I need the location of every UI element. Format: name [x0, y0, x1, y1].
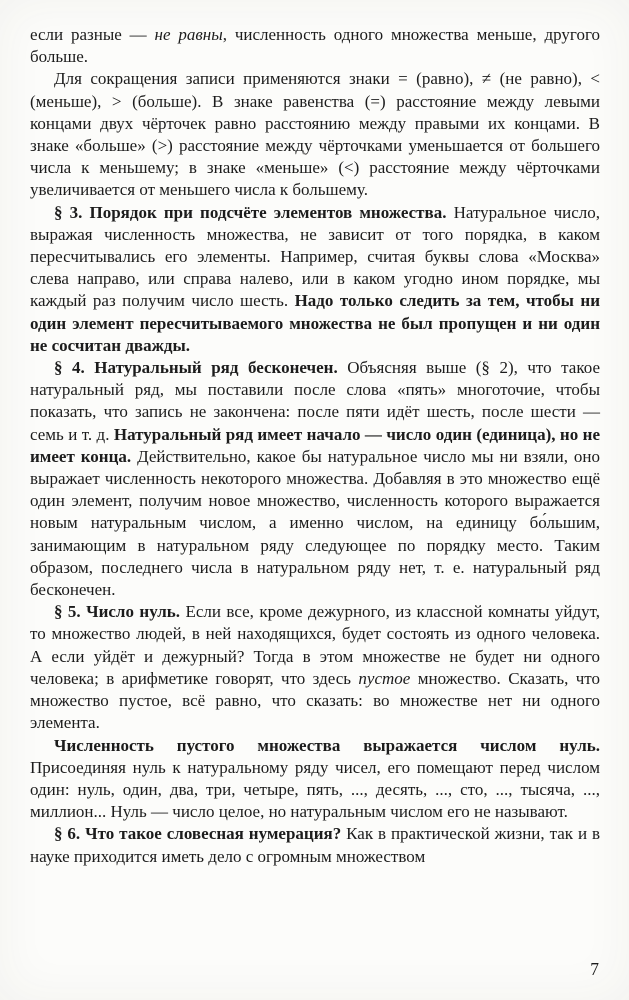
paragraph-section-5 [30, 601, 600, 734]
text-segment: , численность одного множества меньше, другого больше. [30, 25, 601, 67]
text-segment: Присоединяя нуль к натуральному ряду чисел, его помещают перед числом один: нуль, один, два, три, четыре, пять, ..., десять, ..., сто, ..., тысяча, ..., миллион... Нуль — число целое, но натуральным числом его не называют. [30, 757, 600, 822]
italic-emphasis: не равны [154, 25, 223, 44]
paragraph-signs [30, 68, 600, 201]
text-segment: Натуральное число, выражая численность множества, не зависит от того порядка, в каком пересчитывались его элементы. Например, считая буквы слова «Москва» слева направо, или справа налево, или в каком угодно ином порядке, мы каждый раз получим число шесть. [30, 202, 600, 311]
text-block [30, 24, 600, 868]
section-3-heading: § 3. Порядок при подсчёте элементов множества. [54, 202, 447, 222]
paragraph-intro-continuation [30, 24, 600, 68]
text-segment: Для сокращения записи применяются знаки = (равно), ≠ (не равно), < (меньше), > (больше). В знаке равенства (=) расстояние между левыми концами двух чёрточек равно расстоянию между правыми их концами. В знаке «больше» (>) расстояние между чёрточками уменьшается от большего числа к меньшему; в знаке «меньше» (<) расстояние между чёрточками увеличивается от меньшего числа к большему. [30, 69, 600, 200]
paragraph-section-6 [30, 823, 600, 867]
section-5-heading: § 5. Число нуль. [54, 602, 181, 622]
text-segment: Действительно, какое бы натуральное число мы ни взяли, оно выражает численность некоторого множества. Добавляя в это множество ещё один элемент, получим новое множество, численность которого выражается новым натуральным числом, а именно числом, на единицу бо́льшим, занимающим в натуральном ряду следующее по порядку место. Таким образом, последнего числа в натуральном ряду нет, т. е. натуральный ряд бесконечен. [30, 446, 601, 600]
text-segment: Как в практической жизни, так и в науке приходится иметь дело с огромным множеством [30, 824, 600, 866]
section-6-heading: § 6. Что такое словесная нумерация? [54, 824, 342, 844]
section-4-heading: § 4. Натуральный ряд бесконечен. [54, 358, 338, 378]
text-segment: если разные — [30, 25, 155, 44]
page-number: 7 [590, 958, 599, 979]
paragraph-section-3 [30, 202, 600, 357]
text-segment: множество. Сказать, что множество пустое, всё равно, что сказать: во множестве нет ни одного элемента. [30, 668, 600, 733]
text-segment: Если все, кроме дежурного, из классной комнаты уйдут, то множество людей, в ней находящихся, будет состоять из одного человека. А если уйдёт и дежурный? Тогда в этом множестве не будет ни одного человека; в арифметике говорят, что здесь [30, 602, 600, 688]
paragraph-section-4 [30, 357, 600, 601]
bold-emphasis: Численность пустого множества выражается числом нуль. [54, 735, 600, 755]
bold-emphasis: Натуральный ряд имеет начало — число один (единица), но не имеет конца. [30, 424, 600, 466]
text-segment: Объясняя выше (§ 2), что такое натуральный ряд, мы поставили после слова «пять» многоточие, чтобы показать, что запись не закончена: после пяти идёт шесть, после шести — семь и т. д. [30, 358, 600, 444]
bold-emphasis: Надо только следить за тем, чтобы ни один элемент пересчитываемого множества не был пропущен и ни один не сосчитан дважды. [30, 291, 600, 355]
paragraph-zero-statement [30, 735, 600, 824]
italic-emphasis: пустое [358, 668, 411, 688]
